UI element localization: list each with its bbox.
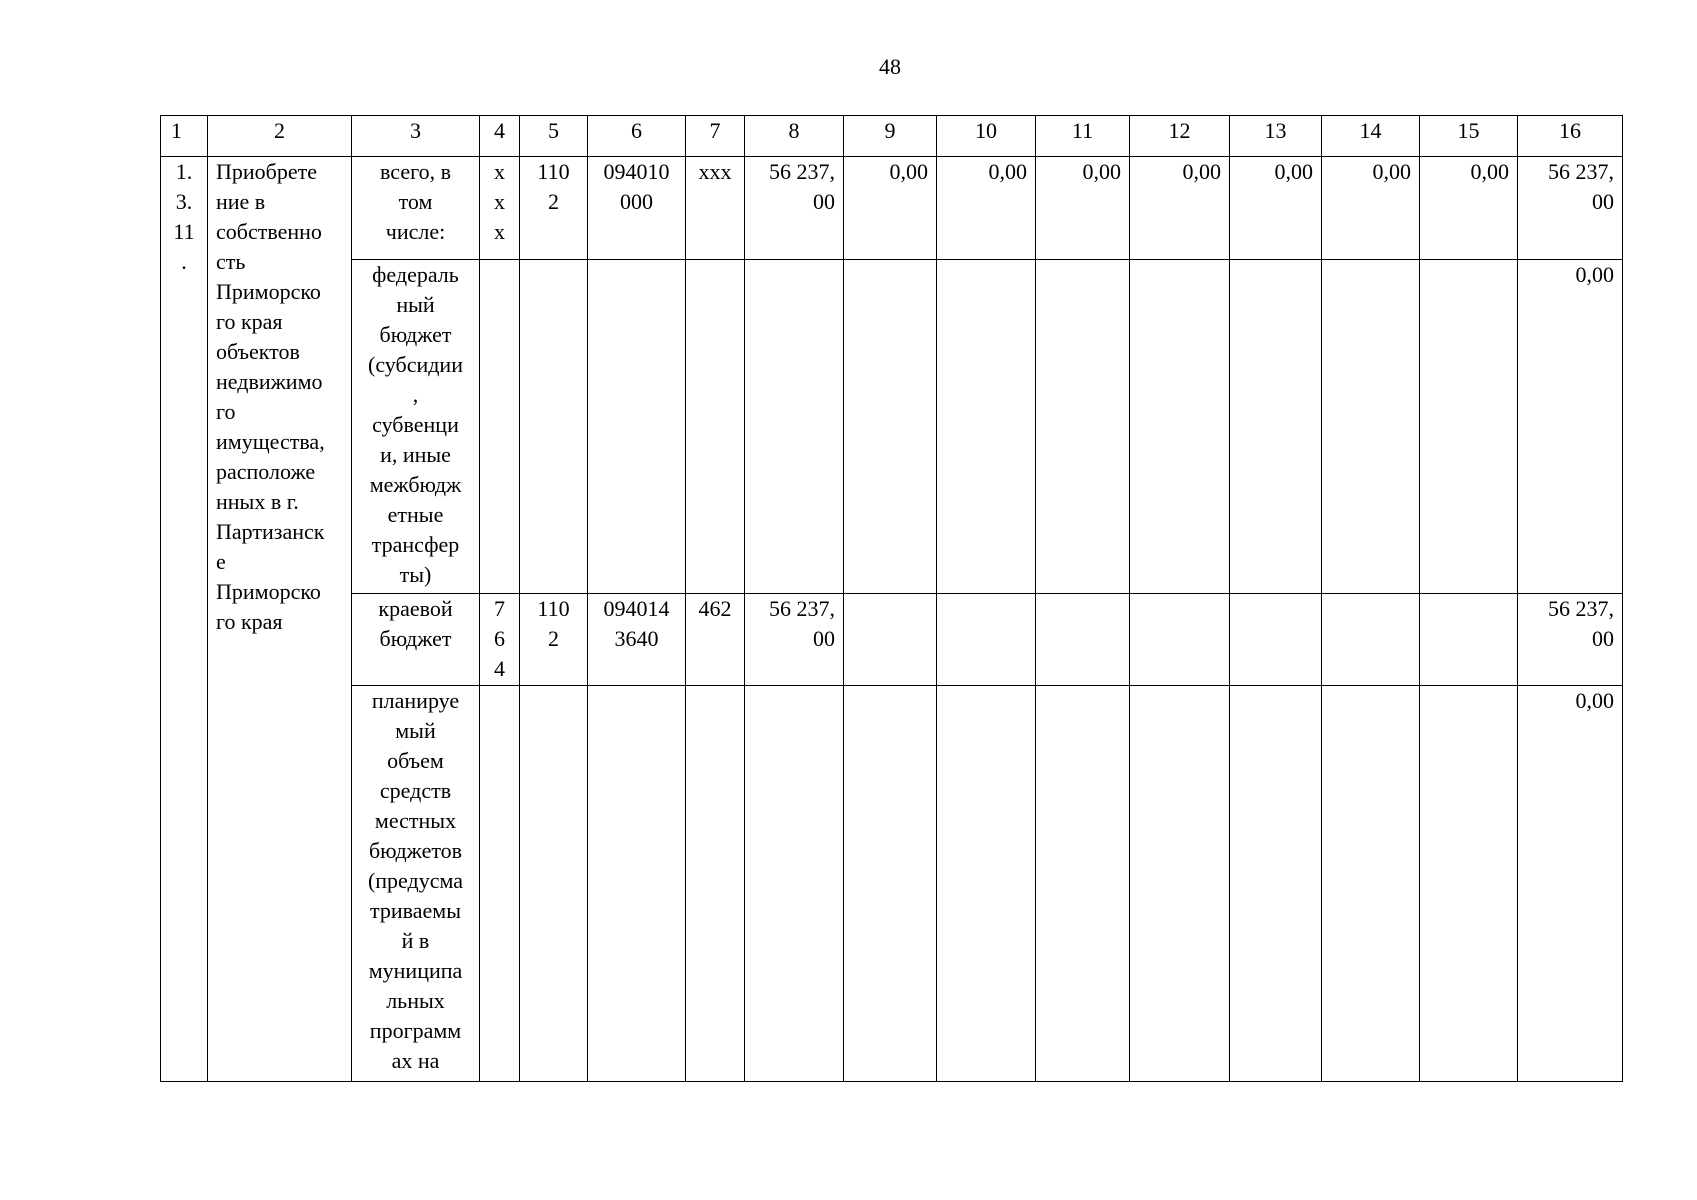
col15-cell — [1420, 594, 1518, 686]
table-row-total — [161, 157, 1623, 260]
col14-cell: 0,00 — [1322, 157, 1420, 260]
header-cell-9: 9 — [844, 116, 937, 157]
col4-cell: 7 6 4 — [480, 594, 520, 686]
header-cell-7: 7 — [686, 116, 745, 157]
page-number: 48 — [879, 54, 901, 79]
table-row-regional — [161, 594, 1623, 686]
col10-cell — [937, 594, 1036, 686]
item-name-cell: Приобрете ние в собственно сть Приморско го края объектов недвижимо го имущества, расположе нных в г. Партизанск е Приморско го края — [208, 157, 352, 1082]
header-row — [161, 116, 1623, 157]
col10-cell — [937, 686, 1036, 1082]
header-cell-3: 3 — [352, 116, 480, 157]
col6-cell: 094014 3640 — [588, 594, 686, 686]
col11-cell — [1036, 260, 1130, 594]
col12-cell — [1130, 260, 1230, 594]
col11-cell — [1036, 594, 1130, 686]
col14-cell — [1322, 686, 1420, 1082]
col11-cell: 0,00 — [1036, 157, 1130, 260]
header-cell-14: 14 — [1322, 116, 1420, 157]
col4-cell — [480, 260, 520, 594]
col13-cell — [1230, 686, 1322, 1082]
col12-cell: 0,00 — [1130, 157, 1230, 260]
col13-cell — [1230, 260, 1322, 594]
col16-cell: 56 237, 00 — [1518, 157, 1623, 260]
header-cell-12: 12 — [1130, 116, 1230, 157]
col7-cell: 462 — [686, 594, 745, 686]
col15-cell — [1420, 260, 1518, 594]
header-cell-1: 1 — [161, 116, 208, 157]
col7-cell — [686, 686, 745, 1082]
col12-cell — [1130, 594, 1230, 686]
source-cell: краевой бюджет — [352, 594, 480, 686]
col6-cell — [588, 260, 686, 594]
header-cell-2: 2 — [208, 116, 352, 157]
col14-cell — [1322, 594, 1420, 686]
source-cell: планируе мый объем средств местных бюджетов (предусма триваемы й в муниципа льных программ ах на — [352, 686, 480, 1082]
header-cell-11: 11 — [1036, 116, 1130, 157]
col10-cell — [937, 260, 1036, 594]
col16-cell: 56 237, 00 — [1518, 594, 1623, 686]
col5-cell — [520, 686, 588, 1082]
col8-cell: 56 237, 00 — [745, 594, 844, 686]
header-cell-4: 4 — [480, 116, 520, 157]
col8-cell — [745, 686, 844, 1082]
table-row-local — [161, 686, 1623, 1082]
header-cell-8: 8 — [745, 116, 844, 157]
header-cell-13: 13 — [1230, 116, 1322, 157]
col9-cell — [844, 260, 937, 594]
header-cell-5: 5 — [520, 116, 588, 157]
header-cell-16: 16 — [1518, 116, 1623, 157]
col9-cell — [844, 686, 937, 1082]
col9-cell — [844, 594, 937, 686]
col7-cell: ххх — [686, 157, 745, 260]
col6-cell — [588, 686, 686, 1082]
source-cell: всего, в том числе: — [352, 157, 480, 260]
header-cell-6: 6 — [588, 116, 686, 157]
col4-cell — [480, 686, 520, 1082]
col7-cell — [686, 260, 745, 594]
col12-cell — [1130, 686, 1230, 1082]
header-cell-15: 15 — [1420, 116, 1518, 157]
col13-cell: 0,00 — [1230, 157, 1322, 260]
col8-cell: 56 237, 00 — [745, 157, 844, 260]
col11-cell — [1036, 686, 1130, 1082]
col5-cell: 110 2 — [520, 157, 588, 260]
col4-cell: х х х — [480, 157, 520, 260]
item-number-cell: 1. 3. 11 . — [161, 157, 208, 1082]
col9-cell: 0,00 — [844, 157, 937, 260]
col5-cell — [520, 260, 588, 594]
col8-cell — [745, 260, 844, 594]
col15-cell — [1420, 686, 1518, 1082]
col10-cell: 0,00 — [937, 157, 1036, 260]
budget-table — [160, 115, 1623, 1082]
table-row-federal — [161, 260, 1623, 594]
source-cell: федераль ный бюджет (субсидии , субвенци и, иные межбюдж етные трансфер ты) — [352, 260, 480, 594]
header-cell-10: 10 — [937, 116, 1036, 157]
col6-cell: 094010 000 — [588, 157, 686, 260]
col16-cell: 0,00 — [1518, 686, 1623, 1082]
col16-cell: 0,00 — [1518, 260, 1623, 594]
col5-cell: 110 2 — [520, 594, 588, 686]
col15-cell: 0,00 — [1420, 157, 1518, 260]
col13-cell — [1230, 594, 1322, 686]
col14-cell — [1322, 260, 1420, 594]
